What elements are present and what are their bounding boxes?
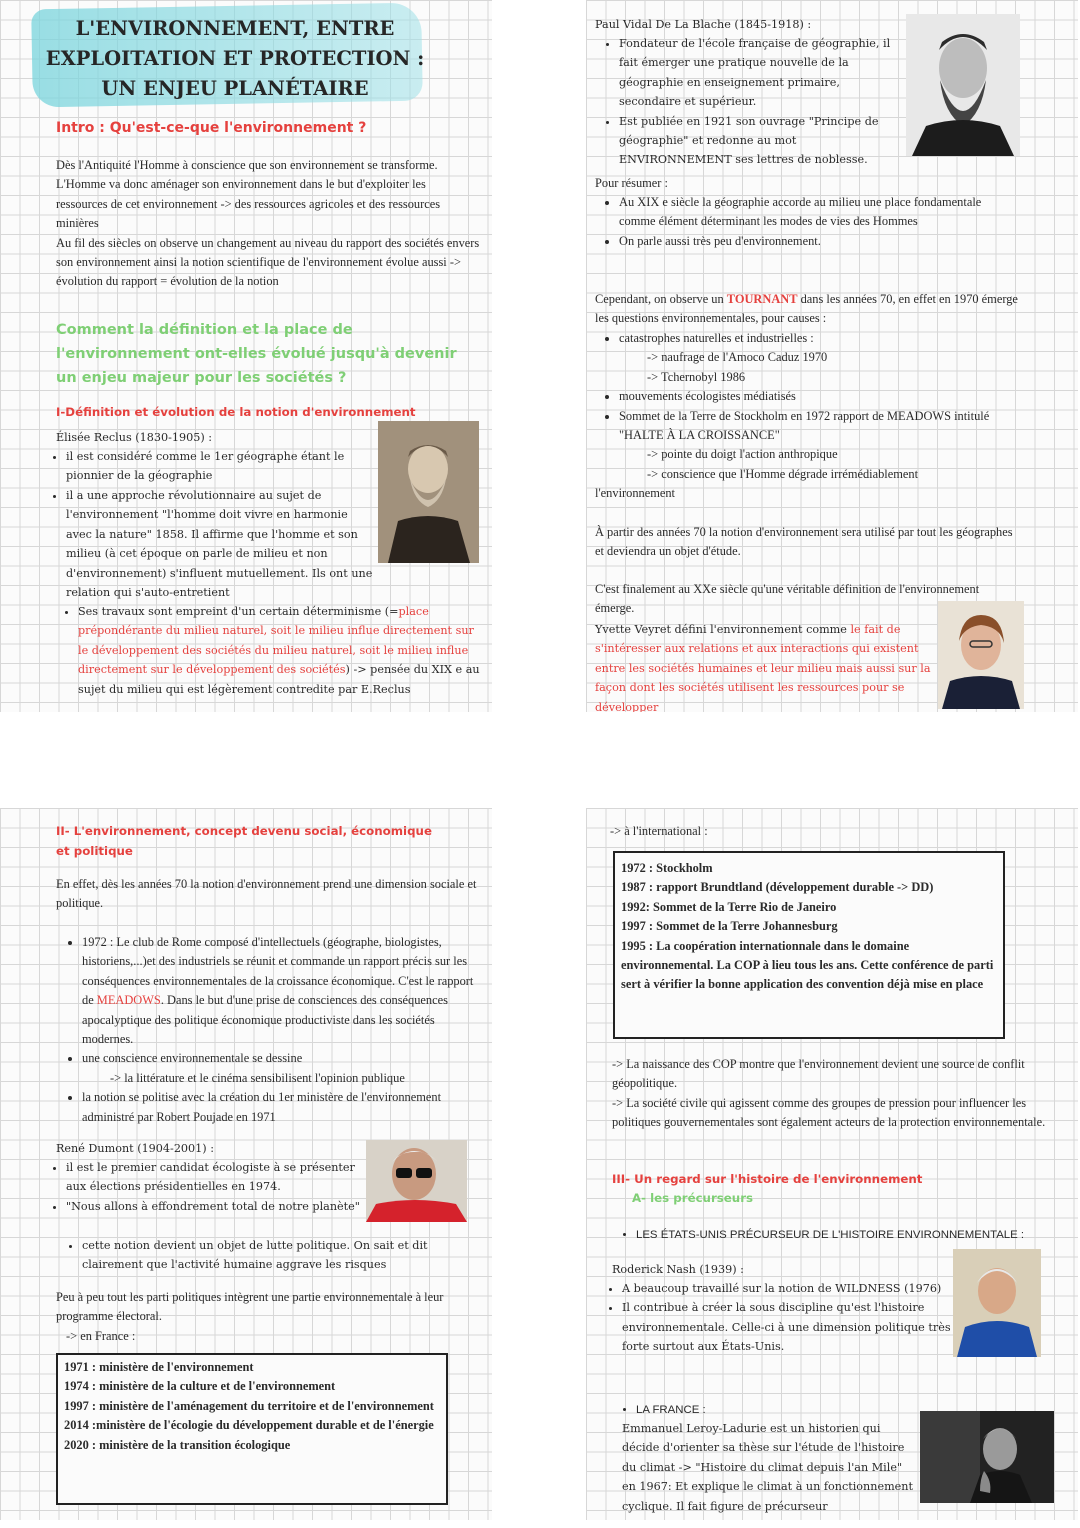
dumont-bullet-3-block	[56, 1236, 466, 1275]
dumont-bullet-3: • cette notion devient un objet de lutte politique. On sait et dit clairement que l'activité humaine aggrave les risques	[82, 1236, 466, 1275]
elisee-reclus-portrait	[378, 421, 479, 563]
vidal-bullets	[595, 34, 901, 170]
ministry-2014: 2014 :ministère de l'écologie du développement durable et de l'énergie	[64, 1418, 434, 1433]
reclus-bullets-top	[56, 447, 374, 486]
nash-bullet-1: • A beaucoup travaillé sur la notion de WILDNESS (1976)	[622, 1279, 956, 1298]
cause-3-b: -> conscience que l'Homme dégrade irrémédiablement	[647, 466, 919, 481]
cause-3-c: l'environnement	[595, 486, 675, 501]
usa-heading: • LES ÉTATS-UNIS PRÉCURSEUR DE L'HISTOIRE ENVIRONNEMENTALE :	[636, 1226, 1078, 1245]
veyret-paragraph: Yvette Veyret défini l'environnement comme le fait de s'intéresser aux relations et aux interactions qui existent entre les sociétés humaines et leur milieu mais aussi sur la façon dont les sociétés utilisent les ressources pour se développer	[595, 623, 931, 712]
reclus-name: Élisée Reclus (1830-1905) :	[56, 431, 213, 444]
resume-bullet-1: • Au XIX e siècle la géographie accorde au milieu une place fondamentale comme élément déterminant les modes de vies des Hommes	[619, 193, 1015, 232]
page-4	[586, 808, 1078, 1520]
politise-bullet: • la notion se politise avec la création du 1er ministère de l'environnement administré par Robert Poujade en 1971	[82, 1088, 480, 1127]
usa-block	[612, 1226, 1078, 1245]
yvette-veyret-portrait	[938, 601, 1024, 709]
international-label: -> à l'international :	[610, 824, 708, 838]
cause-1-a: -> naufrage de l'Amoco Caduz 1970	[647, 350, 828, 365]
reclus-bullet-2-block	[56, 486, 374, 602]
tournant-paragraph: Cependant, on observe un TOURNANT dans les années 70, en effet en 1970 émerge les questions environnementales, pour causes :	[595, 292, 1018, 326]
nash-name: Roderick Nash (1939) :	[612, 1263, 744, 1276]
dumont-bullet-1: • il est le premier candidat écologiste à se présenter aux élections présidentielles en 1974.	[66, 1158, 360, 1197]
societe-paragraph: -> La société civile qui agissent comme des groupes de pression pour influencer les politiques gouvernementales sont également acteurs de la protection environnementale.	[612, 1096, 1046, 1130]
dumont-bullets	[56, 1158, 360, 1216]
cause-3-a: -> pointe du doigt l'action anthropique	[647, 447, 838, 462]
problematique: Comment la définition et la place de l'environnement ont-elles évolué jusqu'à devenir un enjeu majeur pour les sociétés ?	[56, 322, 457, 386]
vidal-de-la-blache-portrait	[906, 14, 1020, 156]
international-box	[613, 851, 1005, 1039]
annees-70-paragraph: À partir des années 70 la notion d'environnement sera utilisé par tout les géographes et deviendra un objet d'étude.	[595, 525, 1013, 559]
reclus-bullet-3-block	[56, 602, 480, 699]
resume-bullet-2: • On parle aussi très peu d'environnement.	[619, 232, 1015, 251]
ministry-1971: 1971 : ministère de l'environnement	[64, 1360, 254, 1374]
intro-text: Dès l'Antiquité l'Homme à conscience que son environnement se transforme. L'Homme va donc aménager son environnement dans le but d'exploiter les ressources de cet environnement -> des ressources agricoles et des ressources minières Au fil des siècles on observe un changement au niveau du rapport des sociétés envers son environnement ainsi la notion scientifique de l'environnement évolue aussi -> évolution du rapport = évolution de la notion	[56, 158, 480, 289]
intl-1995: 1995 : La coopération internationnale dans le domaine environnemental. La COP à lieu tous les ans. Cette conférence de parti sert à vérifier la bonne application des convention déjà mise en place	[621, 938, 994, 992]
cause-1: • catastrophes naturelles et industrielles : -> naufrage de l'Amoco Caduz 1970 -> Tchernobyl 1986	[619, 329, 1019, 387]
ministry-1974: 1974 : ministère de la culture et de l'environnement	[64, 1379, 336, 1394]
reclus-bullet-1: • il est considéré comme le 1er géographe étant le pionnier de la géographie	[66, 447, 374, 486]
roderick-nash-portrait	[953, 1249, 1041, 1357]
reclus-bullet-2: • il a une approche révolutionnaire au sujet de l'environnement "l'homme doit vivre en harmonie avec la nature" 1858. Il affirme que l'homme et son milieu (à cet époque on parle de milieu et non d'environnement) s'influent mutuellement. Ils ont une relation qui s'auto-entretient	[66, 486, 374, 602]
definition-intro: C'est finalement au XXe siècle qu'une véritable définition de l'environnement émerge.	[595, 582, 980, 616]
page-2	[586, 0, 1078, 712]
resume-label: Pour résumer :	[595, 176, 668, 190]
section-3-heading: III- Un regard sur l'histoire de l'environnement	[612, 1172, 923, 1186]
ladurie-paragraph: Emmanuel Leroy-Ladurie est un historien qui décide d'orienter sa thèse sur l'étude de l'histoire du climat -> "Histoire du climat depuis l'an Mile" en 1967: Et explique le climat à un fonctionnement cyclique. Il fait figure de précurseur	[622, 1422, 914, 1513]
france-heading: • LA FRANCE :	[636, 1401, 706, 1420]
cause-3: • Sommet de la Terre de Stockholm en 1972 rapport de MEADOWS intitulé "HALTE À LA CROISSANCE" -> pointe du doigt l'action anthropique -> conscience que l'Homme dégrade irrémédiablement	[619, 407, 1019, 485]
conscience-sub: -> la littérature et le cinéma sensibilisent l'opinion publique	[110, 1070, 405, 1085]
club-de-rome-bullet: • 1972 : Le club de Rome composé d'intellectuels (géographe, biologistes, historiens,...)et des industriels se réunit et commande un rapport précis sur les conséquences environnementales de la croissance économique. C'est le rapport de MEADOWS. Dans le but d'une prise de consciences des conséquences apocalyptique des politique économique productiviste dans les sociétés modernes.	[82, 933, 480, 1049]
vidal-name: Paul Vidal De La Blache (1845-1918) :	[595, 18, 812, 31]
vidal-bullet-1: • Fondateur de l'école française de géographie, il fait émerger une pratique nouvelle de la géographie en enseignement primaire, secondaire et supérieur.	[619, 34, 901, 112]
partis-paragraph: Peu à peu tout les parti politiques intègrent une partie environnementale à leur programme électoral.	[56, 1290, 444, 1324]
dumont-bullet-2: • "Nous allons à effondrement total de notre planète"	[66, 1197, 360, 1216]
page-1	[0, 0, 492, 712]
section-2-heading: II- L'environnement, concept devenu social, économique et politique	[56, 824, 432, 858]
ministry-1997: 1997 : ministère de l'aménagement du territoire et de l'environnement	[64, 1398, 434, 1413]
france-ministries-box	[56, 1353, 448, 1505]
conscience-bullet: • une conscience environnementale se dessine -> la littérature et le cinéma sensibilisent l'opinion publique	[82, 1049, 480, 1088]
section-1-heading: I-Définition et évolution de la notion d'environnement	[56, 405, 416, 419]
dumont-name: René Dumont (1904-2001) :	[56, 1142, 214, 1155]
page-title: L'ENVIRONNEMENT, ENTRE EXPLOITATION ET PROTECTION : UN ENJEU PLANÉTAIRE	[45, 17, 425, 100]
vidal-bullet-2: • Est publiée en 1921 son ouvrage "Principe de géographie" et redonne au mot ENVIRONNEMENT ses lettres de noblesse.	[619, 112, 901, 170]
rene-dumont-portrait	[366, 1140, 467, 1222]
cause-2: • mouvements écologistes médiatisés	[619, 387, 1019, 406]
section-2-list	[56, 933, 480, 1127]
intl-1987: 1987 : rapport Brundtland (développement durable -> DD)	[621, 880, 934, 895]
leroy-ladurie-portrait	[920, 1411, 1054, 1503]
france-block	[612, 1401, 706, 1420]
nash-bullets	[612, 1279, 956, 1357]
cop-paragraph: -> La naissance des COP montre que l'environnement devient une source de conflit géopolitique.	[612, 1057, 1025, 1091]
intl-1997: 1997 : Sommet de la Terre Johannesburg	[621, 919, 838, 934]
page-3	[0, 808, 492, 1520]
causes-list	[595, 329, 1019, 504]
intl-1992: 1992: Sommet de la Terre Rio de Janeiro	[621, 899, 837, 914]
nash-bullet-2: • Il contribue à créer la sous discipline qu'est l'histoire environnementale. Celle-ci à une dimension politique très forte surtout aux États-Unis.	[622, 1298, 956, 1356]
ministry-2020: 2020 : ministère de la transition écologique	[64, 1437, 291, 1452]
reclus-bullet-3: • Ses travaux sont empreint d'un certain déterminisme (=place prépondérante du milieu naturel, soit le milieu influe directement sur le développement des sociétés du milieu naturel, soit le milieu influe directement sur le développement des sociétés) -> pensée du XIX e au sujet du milieu qui est légèrement contredite par E.Reclus	[78, 602, 480, 699]
france-label: -> en France :	[66, 1329, 136, 1343]
section-3-subheading: A- les précurseurs	[632, 1191, 754, 1205]
resume-list	[595, 193, 1015, 251]
intl-1972: 1972 : Stockholm	[621, 861, 713, 875]
section-2-intro: En effet, dès les années 70 la notion d'environnement prend une dimension sociale et politique.	[56, 877, 477, 911]
cause-1-b: -> Tchernobyl 1986	[647, 369, 746, 384]
intro-heading: Intro : Qu'est-ce-que l'environnement ?	[56, 120, 367, 136]
